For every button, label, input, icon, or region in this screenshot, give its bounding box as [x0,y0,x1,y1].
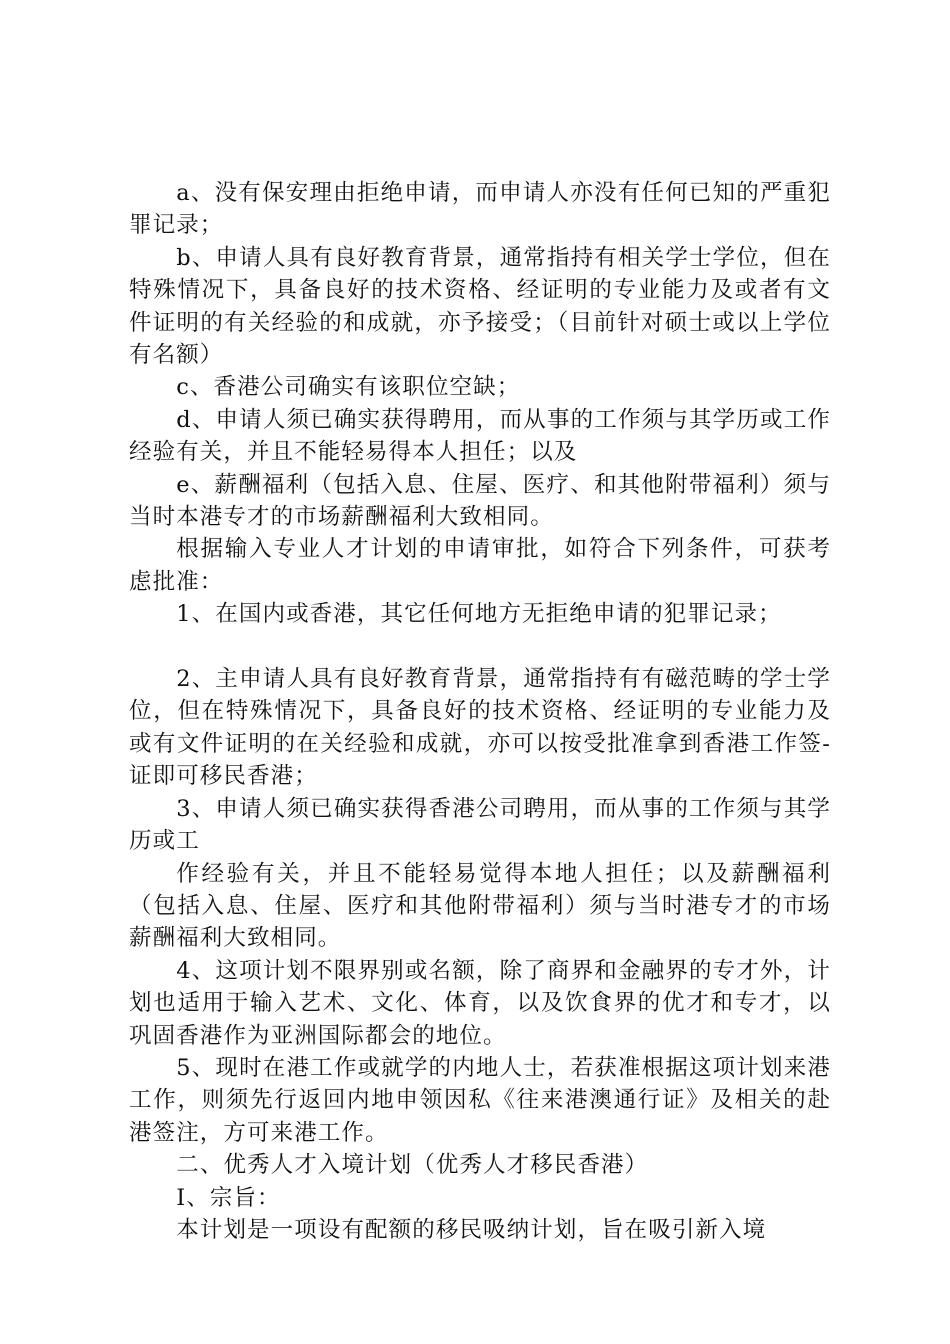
paragraph-a: a、没有保安理由拒绝申请，而申请人亦没有任何已知的严重犯罪记录； [129,180,831,239]
document-body [129,177,831,1246]
blank-line [129,631,831,663]
paragraph-approval-intro: 根据输入专业人才计划的申请审批，如符合下列条件，可获考虑批准： [129,536,831,595]
paragraph-condition-1: 1、在国内或香港，其它任何地方无拒绝申请的犯罪记录； [176,601,782,628]
paragraph-condition-3-continued: 作经验有关，并且不能轻易觉得本地人担任；以及薪酬福利（包括入息、住屋、医疗和其他附带福利）须与当时港专才的市场薪酬福利大致相同。 [129,860,831,952]
subheading-purpose: Ⅰ、宗旨： [176,1184,281,1211]
paragraph-d: d、申请人须已确实获得聘用，而从事的工作须与其学历或工作经验有关，并且不能轻易得本人担任；以及 [129,406,831,466]
paragraph-condition-3: 3、申请人须已确实获得香港公司聘用，而从事的工作须与其学历或工 [129,795,831,855]
paragraph-condition-4: 4、这项计划不限界别或名额，除了商界和金融界的专才外，计划也适用于输入艺术、文化、体育，以及饮食界的优才和专才，以巩固香港作为亚洲国际都会的地位。 [129,957,831,1049]
paragraph-purpose: 本计划是一项设有配额的移民吸纳计划，旨在吸引新入境 [176,1216,767,1243]
paragraph-condition-2: 2、主申请人具有良好教育背景，通常指持有有磁范畴的学士学位，但在特殊情况下，具备良好的技术资格、经证明的专业能力及或有文件证明的在关经验和成就，亦可以按受批准拿到香港工作签-证即可移民香港； [129,666,831,790]
paragraph-e: e、薪酬福利（包括入息、住屋、医疗、和其他附带福利）须与当时本港专才的市场薪酬福利大致相同。 [129,471,831,531]
paragraph-b: b、申请人具有良好教育背景，通常指持有相关学士学位，但在特殊情况下，具备良好的技术资格、经证明的专业能力及或者有文件证明的有关经验的和成就，亦予接受；（目前针对硕士或以上学位有名额） [129,244,831,369]
section-heading-talent-scheme: 二、优秀人才入境计划（优秀人才移民香港） [176,1152,649,1179]
paragraph-c: c、香港公司确实有该职位空缺； [176,374,521,401]
paragraph-condition-5: 5、现时在港工作或就学的内地人士，若获准根据这项计划来港工作，则须先行返回内地申领因私《往来港澳通行证》及相关的赴港签注，方可来港工作。 [129,1054,831,1146]
